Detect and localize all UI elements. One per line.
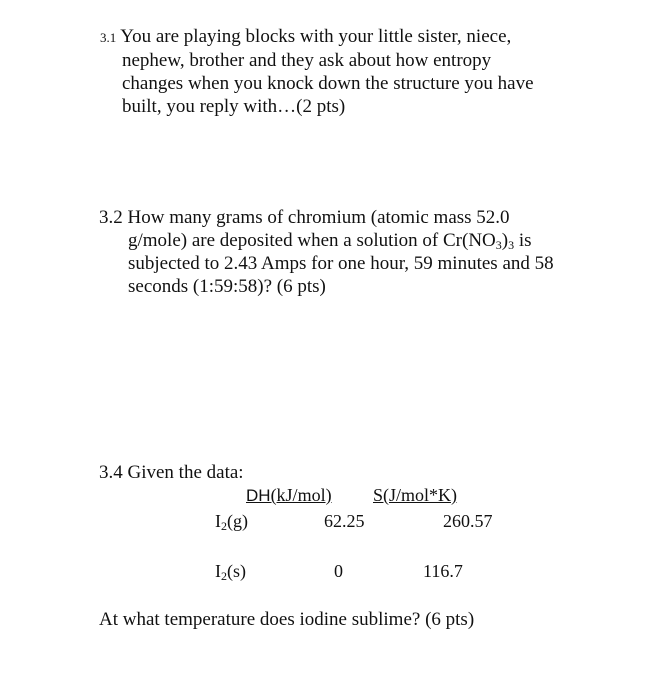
- question-3-4-question: At what temperature does iodine sublime? (6 pts): [99, 609, 475, 630]
- question-3-1-line-4: built, you reply with…(2 pts): [122, 96, 346, 117]
- question-3-1: [100, 25, 534, 118]
- question-3-4-intro: 3.4 Given the data:: [99, 462, 244, 483]
- row-2-enthalpy: 0: [334, 561, 343, 581]
- row-1-species: $I_2(g)$: [215, 511, 248, 533]
- table-header-enthalpy: DH(kJ/mol): [246, 485, 332, 505]
- row-1-entropy: 260.57: [443, 511, 493, 531]
- question-3-2-line-3: subjected to 2.43 Amps for one hour, 59 minutes and 58: [128, 253, 554, 274]
- row-1-enthalpy: 62.25: [324, 511, 365, 531]
- question-3-2: [99, 206, 554, 298]
- question-3-1-number: 3.1: [100, 30, 117, 45]
- question-3-1-line-3: changes when you knock down the structure you have: [122, 73, 534, 94]
- row-2-entropy: 116.7: [423, 561, 463, 581]
- question-3-1-line-1: You are playing blocks with your little sister, niece,: [120, 26, 512, 47]
- question-3-2-line-4: seconds (1:59:58)? (6 pts): [128, 276, 326, 297]
- table-header-entropy: S(J/mol*K): [373, 485, 458, 505]
- row-2-species: $I_2(s)$: [215, 561, 246, 583]
- question-3-1-line-2: nephew, brother and they ask about how entropy: [122, 50, 492, 71]
- question-3-2-line-2: g/mole) are deposited when a solution of $Cr(NO_3)_3$ is: [128, 230, 532, 252]
- question-3-2-line-1: 3.2 How many grams of chromium (atomic mass 52.0: [99, 207, 510, 228]
